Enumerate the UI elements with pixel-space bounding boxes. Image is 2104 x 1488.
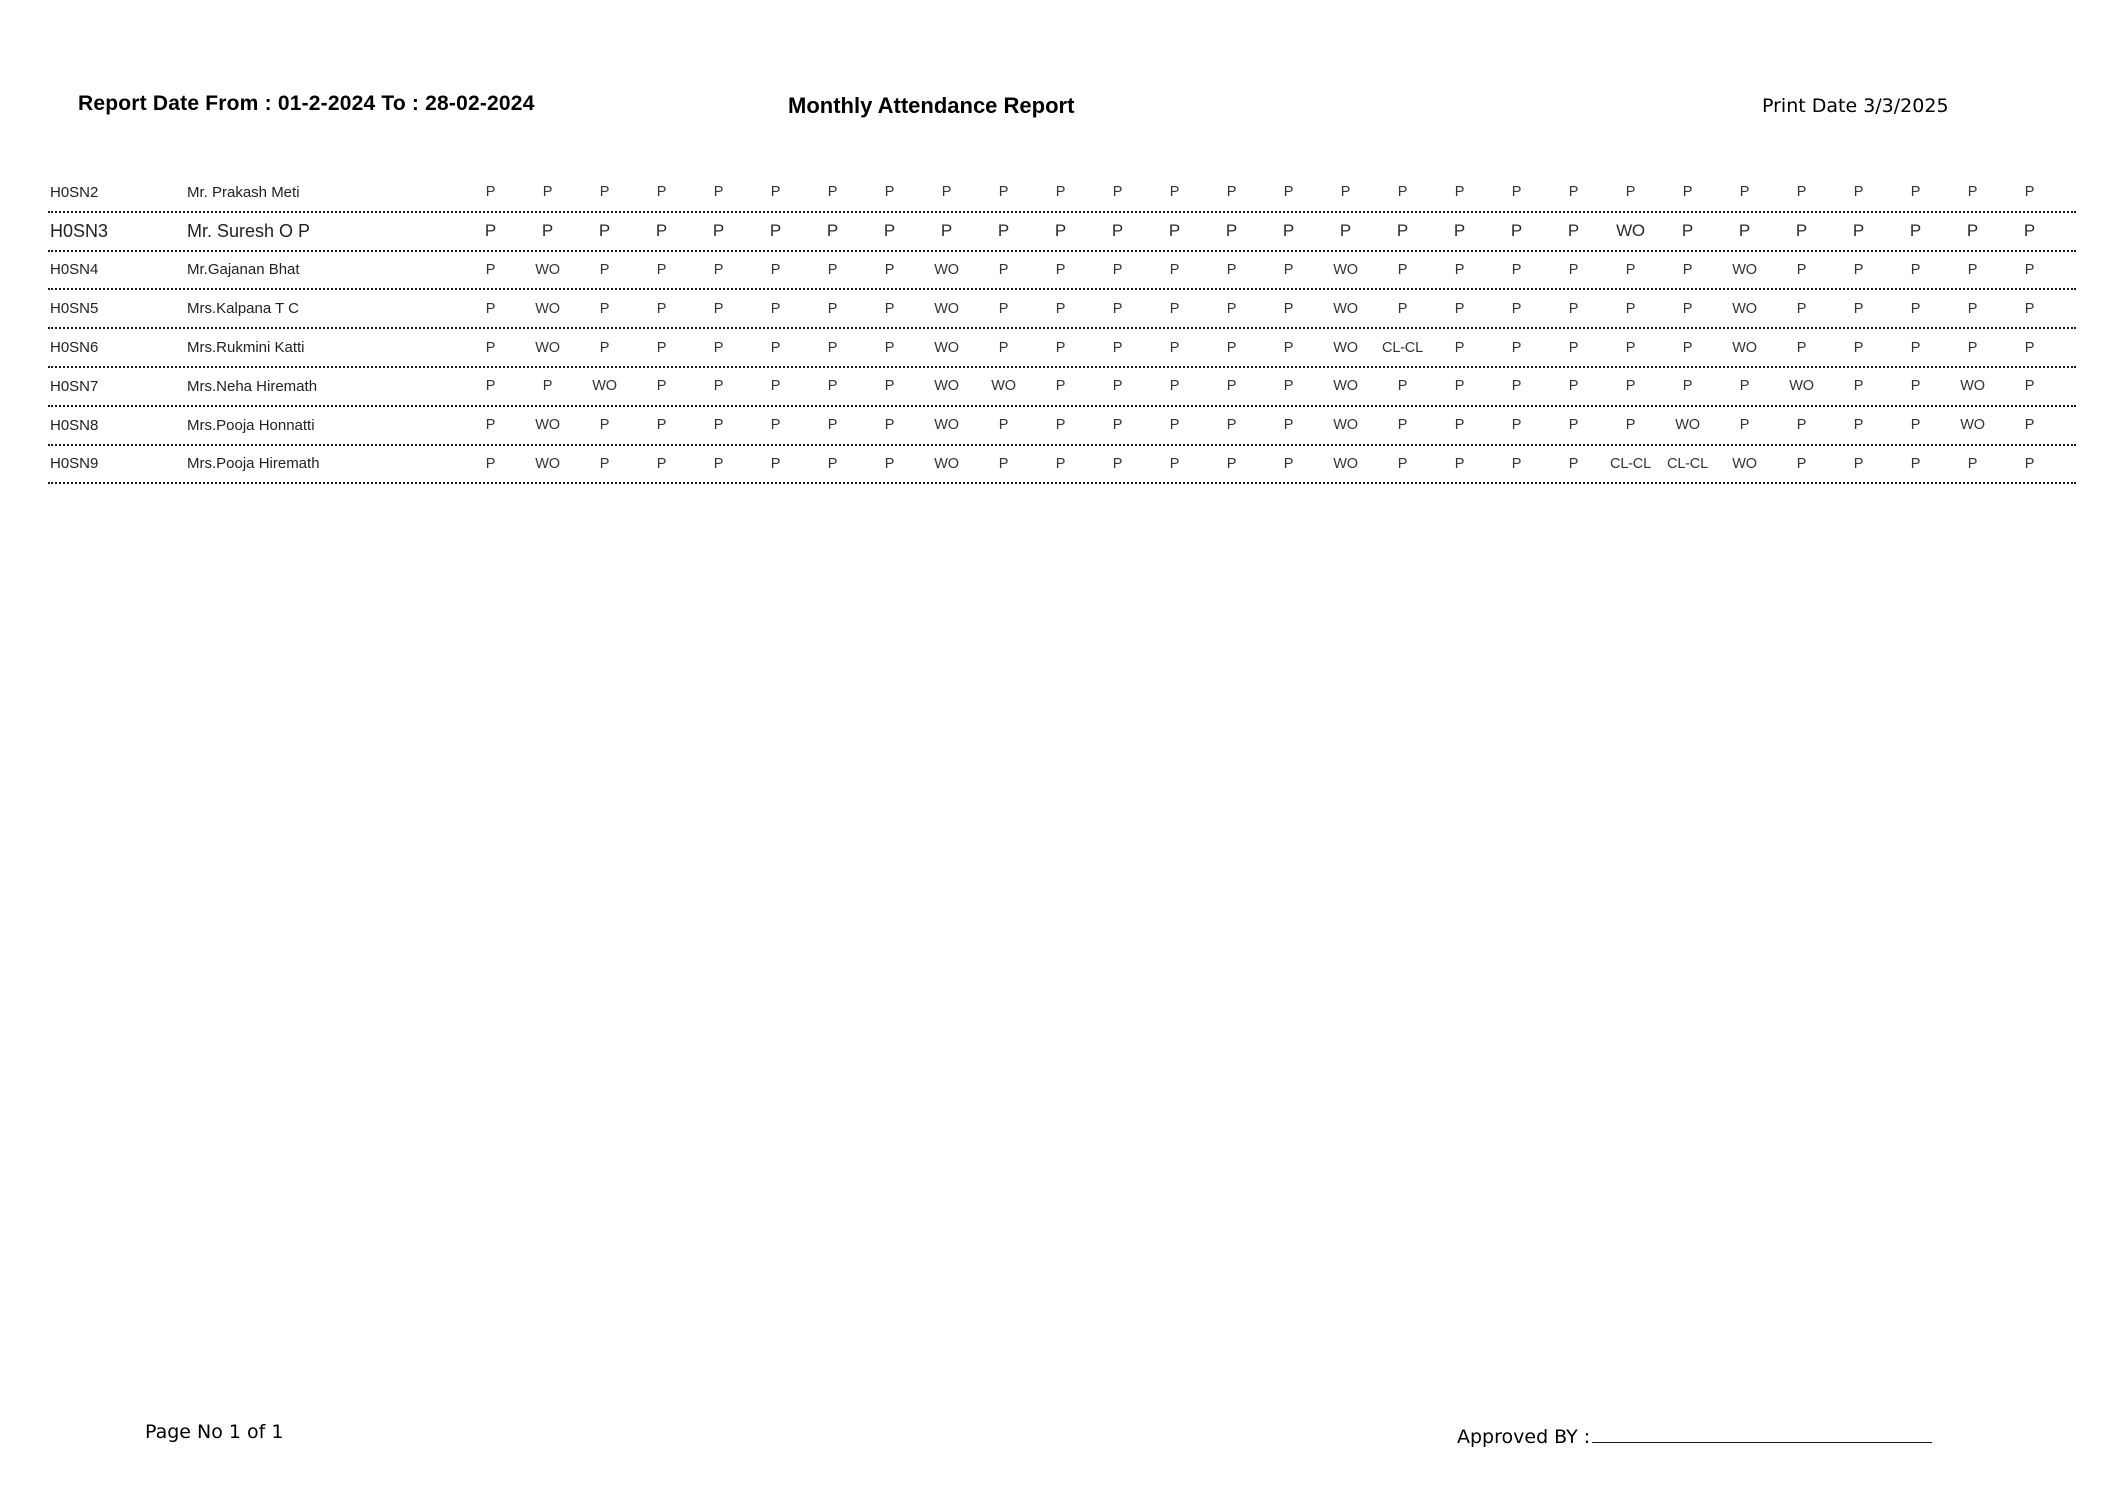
- attendance-mark: P: [1967, 300, 1978, 317]
- attendance-mark: P: [485, 378, 496, 395]
- attendance-mark: P: [1511, 184, 1522, 201]
- attendance-mark: P: [1055, 184, 1066, 201]
- attendance-mark: P: [599, 339, 610, 356]
- attendance-mark: P: [2024, 378, 2035, 395]
- attendance-mark: P: [2023, 221, 2036, 241]
- attendance-mark: P: [1226, 339, 1237, 356]
- attendance-mark: WO: [934, 378, 959, 395]
- attendance-mark: P: [1112, 184, 1123, 201]
- attendance-mark: WO: [592, 378, 617, 395]
- attendance-mark: P: [2024, 261, 2035, 278]
- approved-by-label: Approved BY :: [1457, 1425, 1591, 1448]
- employee-name: Mrs.Rukmini Katti: [187, 339, 305, 357]
- attendance-mark: P: [485, 300, 496, 317]
- attendance-mark: CL-CL: [1382, 339, 1423, 356]
- attendance-mark: P: [1112, 417, 1123, 434]
- attendance-mark: P: [1454, 339, 1465, 356]
- attendance-mark: P: [485, 184, 496, 201]
- employee-id: H0SN8: [50, 416, 99, 434]
- attendance-mark: P: [770, 339, 781, 356]
- table-row: [48, 252, 2076, 291]
- attendance-mark: P: [998, 300, 1009, 317]
- attendance-mark: P: [1454, 378, 1465, 395]
- attendance-mark: P: [1511, 455, 1522, 472]
- attendance-mark: WO: [535, 261, 560, 278]
- attendance-mark: P: [1853, 339, 1864, 356]
- attendance-mark: P: [598, 221, 611, 241]
- attendance-mark: P: [1796, 261, 1807, 278]
- attendance-mark: P: [1795, 221, 1808, 241]
- attendance-mark: P: [884, 339, 895, 356]
- attendance-mark: P: [1853, 184, 1864, 201]
- attendance-mark: P: [884, 300, 895, 317]
- attendance-mark: P: [998, 184, 1009, 201]
- attendance-mark: P: [997, 221, 1010, 241]
- attendance-mark: P: [485, 455, 496, 472]
- attendance-mark: P: [656, 300, 667, 317]
- attendance-mark: P: [1112, 261, 1123, 278]
- table-row: [48, 174, 2076, 213]
- attendance-mark: P: [1853, 417, 1864, 434]
- attendance-mark: WO: [934, 417, 959, 434]
- employee-id: H0SN5: [50, 300, 99, 318]
- attendance-mark: WO: [1333, 455, 1358, 472]
- attendance-mark: P: [1682, 300, 1693, 317]
- attendance-mark: WO: [1789, 378, 1814, 395]
- attendance-mark: WO: [535, 417, 560, 434]
- attendance-mark: P: [1568, 184, 1579, 201]
- attendance-table: [48, 174, 2076, 484]
- attendance-mark: WO: [934, 455, 959, 472]
- attendance-mark: P: [1112, 339, 1123, 356]
- attendance-mark: P: [713, 300, 724, 317]
- attendance-mark: WO: [1333, 339, 1358, 356]
- attendance-mark: P: [2024, 455, 2035, 472]
- attendance-mark: P: [1568, 300, 1579, 317]
- attendance-mark: WO: [1675, 417, 1700, 434]
- attendance-mark: P: [2024, 417, 2035, 434]
- employee-name: Mr. Prakash Meti: [187, 183, 300, 201]
- attendance-mark: P: [1283, 261, 1294, 278]
- attendance-mark: P: [1283, 300, 1294, 317]
- employee-id: H0SN6: [50, 339, 99, 357]
- attendance-mark: P: [1454, 455, 1465, 472]
- attendance-mark: P: [770, 261, 781, 278]
- attendance-mark: P: [1510, 221, 1523, 241]
- attendance-mark: P: [1568, 455, 1579, 472]
- attendance-mark: P: [1226, 455, 1237, 472]
- table-row: [48, 329, 2076, 368]
- attendance-mark: WO: [1732, 339, 1757, 356]
- attendance-mark: P: [1511, 378, 1522, 395]
- attendance-mark: P: [1397, 417, 1408, 434]
- attendance-mark: P: [1739, 417, 1750, 434]
- attendance-mark: P: [1966, 221, 1979, 241]
- attendance-mark: P: [713, 261, 724, 278]
- attendance-mark: P: [1283, 417, 1294, 434]
- attendance-mark: P: [1169, 455, 1180, 472]
- attendance-mark: WO: [1732, 261, 1757, 278]
- attendance-mark: P: [827, 455, 838, 472]
- attendance-mark: P: [1055, 417, 1066, 434]
- attendance-mark: P: [713, 184, 724, 201]
- attendance-mark: P: [1796, 417, 1807, 434]
- attendance-mark: P: [1169, 339, 1180, 356]
- attendance-mark: P: [485, 417, 496, 434]
- employee-id: H0SN2: [50, 183, 99, 201]
- attendance-mark: P: [827, 378, 838, 395]
- attendance-mark: P: [713, 417, 724, 434]
- attendance-mark: P: [2024, 300, 2035, 317]
- attendance-mark: P: [1169, 378, 1180, 395]
- attendance-mark: P: [1397, 300, 1408, 317]
- attendance-mark: P: [1625, 417, 1636, 434]
- table-row: [48, 290, 2076, 329]
- attendance-mark: P: [1910, 417, 1921, 434]
- attendance-mark: P: [827, 184, 838, 201]
- attendance-mark: P: [1225, 221, 1238, 241]
- attendance-mark: P: [770, 378, 781, 395]
- employee-name: Mrs.Neha Hiremath: [187, 377, 318, 395]
- attendance-mark: P: [1169, 300, 1180, 317]
- attendance-mark: WO: [934, 339, 959, 356]
- attendance-mark: P: [1454, 261, 1465, 278]
- attendance-mark: P: [1796, 300, 1807, 317]
- attendance-mark: P: [1568, 417, 1579, 434]
- attendance-mark: P: [1796, 455, 1807, 472]
- attendance-mark: WO: [1960, 417, 1985, 434]
- attendance-mark: WO: [991, 378, 1016, 395]
- attendance-mark: P: [1112, 378, 1123, 395]
- attendance-mark: P: [655, 221, 668, 241]
- attendance-mark: P: [883, 221, 896, 241]
- employee-name: Mrs.Kalpana T C: [187, 300, 299, 318]
- attendance-mark: P: [1910, 455, 1921, 472]
- attendance-mark: P: [1055, 339, 1066, 356]
- attendance-mark: P: [1682, 378, 1693, 395]
- attendance-mark: WO: [1616, 221, 1645, 241]
- attendance-mark: P: [1681, 221, 1694, 241]
- attendance-mark: P: [1397, 455, 1408, 472]
- table-row: [48, 213, 2076, 252]
- attendance-mark: P: [1967, 184, 1978, 201]
- attendance-mark: WO: [1732, 455, 1757, 472]
- attendance-mark: P: [1625, 378, 1636, 395]
- attendance-mark: P: [1853, 300, 1864, 317]
- attendance-mark: P: [1454, 417, 1465, 434]
- attendance-mark: P: [1454, 184, 1465, 201]
- attendance-mark: P: [542, 378, 553, 395]
- attendance-mark: P: [656, 378, 667, 395]
- attendance-mark: P: [1739, 184, 1750, 201]
- attendance-mark: P: [656, 339, 667, 356]
- attendance-mark: P: [1568, 339, 1579, 356]
- attendance-mark: P: [1568, 261, 1579, 278]
- attendance-mark: P: [1339, 221, 1352, 241]
- attendance-mark: WO: [1333, 417, 1358, 434]
- attendance-mark: P: [770, 184, 781, 201]
- attendance-mark: P: [1054, 221, 1067, 241]
- attendance-mark: P: [1910, 261, 1921, 278]
- attendance-mark: P: [770, 417, 781, 434]
- attendance-mark: P: [1910, 300, 1921, 317]
- employee-id: H0SN7: [50, 377, 99, 395]
- attendance-mark: P: [656, 417, 667, 434]
- attendance-mark: P: [770, 300, 781, 317]
- table-row: [48, 407, 2076, 446]
- table-row: [48, 368, 2076, 407]
- attendance-mark: P: [1739, 378, 1750, 395]
- attendance-mark: P: [656, 261, 667, 278]
- attendance-mark: WO: [934, 261, 959, 278]
- attendance-mark: P: [1568, 378, 1579, 395]
- attendance-mark: P: [1453, 221, 1466, 241]
- attendance-mark: P: [1625, 261, 1636, 278]
- attendance-mark: P: [1967, 261, 1978, 278]
- attendance-mark: P: [884, 378, 895, 395]
- attendance-mark: P: [998, 455, 1009, 472]
- attendance-mark: P: [1055, 378, 1066, 395]
- attendance-mark: P: [1909, 221, 1922, 241]
- employee-id: H0SN4: [50, 261, 99, 279]
- attendance-mark: P: [1226, 378, 1237, 395]
- attendance-mark: P: [1511, 339, 1522, 356]
- attendance-mark: P: [769, 221, 782, 241]
- attendance-mark: P: [770, 455, 781, 472]
- attendance-mark: P: [1169, 261, 1180, 278]
- attendance-mark: P: [1397, 378, 1408, 395]
- attendance-mark: WO: [1732, 300, 1757, 317]
- attendance-mark: P: [1283, 339, 1294, 356]
- attendance-mark: CL-CL: [1667, 455, 1708, 472]
- attendance-mark: P: [656, 455, 667, 472]
- attendance-mark: P: [599, 417, 610, 434]
- attendance-mark: P: [485, 339, 496, 356]
- attendance-mark: P: [1396, 221, 1409, 241]
- attendance-mark: P: [1283, 455, 1294, 472]
- attendance-mark: P: [998, 261, 1009, 278]
- print-date: Print Date 3/3/2025: [1762, 95, 1949, 117]
- attendance-mark: P: [1397, 184, 1408, 201]
- attendance-mark: P: [1055, 300, 1066, 317]
- attendance-mark: P: [1112, 455, 1123, 472]
- attendance-mark: P: [599, 184, 610, 201]
- employee-name: Mrs.Pooja Honnatti: [187, 416, 315, 434]
- attendance-mark: P: [1796, 339, 1807, 356]
- attendance-mark: P: [1340, 184, 1351, 201]
- attendance-mark: P: [1169, 184, 1180, 201]
- attendance-mark: WO: [535, 300, 560, 317]
- attendance-mark: P: [1511, 300, 1522, 317]
- attendance-mark: P: [1738, 221, 1751, 241]
- attendance-mark: P: [940, 221, 953, 241]
- attendance-mark: WO: [1333, 261, 1358, 278]
- attendance-mark: P: [1853, 378, 1864, 395]
- table-row: [48, 446, 2076, 485]
- attendance-mark: P: [1226, 261, 1237, 278]
- attendance-mark: P: [884, 184, 895, 201]
- attendance-mark: WO: [1333, 300, 1358, 317]
- attendance-mark: P: [2024, 184, 2035, 201]
- attendance-mark: P: [541, 221, 554, 241]
- attendance-mark: P: [1226, 300, 1237, 317]
- attendance-mark: P: [1796, 184, 1807, 201]
- attendance-mark: WO: [1333, 378, 1358, 395]
- attendance-mark: P: [998, 417, 1009, 434]
- attendance-mark: P: [542, 184, 553, 201]
- attendance-mark: WO: [535, 455, 560, 472]
- attendance-mark: P: [1397, 261, 1408, 278]
- attendance-mark: P: [599, 455, 610, 472]
- attendance-mark: P: [1910, 378, 1921, 395]
- signature-line: [1592, 1421, 1932, 1443]
- attendance-mark: P: [884, 417, 895, 434]
- attendance-mark: P: [1168, 221, 1181, 241]
- employee-name: Mr.Gajanan Bhat: [187, 261, 300, 279]
- attendance-mark: P: [1111, 221, 1124, 241]
- attendance-mark: P: [1853, 455, 1864, 472]
- attendance-mark: P: [1910, 184, 1921, 201]
- approval-section: [1457, 1421, 1932, 1448]
- attendance-mark: P: [1283, 378, 1294, 395]
- attendance-mark: P: [713, 455, 724, 472]
- attendance-mark: P: [1853, 261, 1864, 278]
- attendance-mark: P: [1625, 300, 1636, 317]
- attendance-mark: WO: [934, 300, 959, 317]
- attendance-mark: WO: [1960, 378, 1985, 395]
- page-title: Monthly Attendance Report: [788, 93, 1075, 118]
- attendance-mark: P: [1682, 339, 1693, 356]
- attendance-mark: P: [713, 378, 724, 395]
- attendance-mark: CL-CL: [1610, 455, 1651, 472]
- attendance-mark: P: [1567, 221, 1580, 241]
- attendance-mark: P: [1852, 221, 1865, 241]
- attendance-mark: P: [827, 339, 838, 356]
- attendance-mark: P: [827, 417, 838, 434]
- employee-id: H0SN3: [50, 220, 109, 241]
- attendance-mark: P: [884, 261, 895, 278]
- attendance-mark: P: [1454, 300, 1465, 317]
- employee-name: Mr. Suresh O P: [187, 220, 311, 241]
- employee-id: H0SN9: [50, 455, 99, 473]
- attendance-mark: P: [1511, 261, 1522, 278]
- attendance-mark: P: [1112, 300, 1123, 317]
- attendance-mark: P: [1055, 455, 1066, 472]
- attendance-mark: P: [827, 261, 838, 278]
- attendance-mark: P: [1169, 417, 1180, 434]
- attendance-mark: P: [599, 300, 610, 317]
- attendance-mark: P: [1682, 261, 1693, 278]
- attendance-mark: P: [1625, 184, 1636, 201]
- attendance-mark: P: [599, 261, 610, 278]
- page-number: Page No 1 of 1: [145, 1421, 284, 1443]
- attendance-mark: P: [827, 300, 838, 317]
- attendance-mark: P: [1910, 339, 1921, 356]
- attendance-mark: P: [485, 261, 496, 278]
- attendance-mark: P: [1226, 184, 1237, 201]
- attendance-mark: P: [1967, 455, 1978, 472]
- attendance-mark: P: [484, 221, 497, 241]
- employee-name: Mrs.Pooja Hiremath: [187, 455, 320, 473]
- attendance-mark: P: [1967, 339, 1978, 356]
- attendance-mark: P: [712, 221, 725, 241]
- attendance-mark: P: [1226, 417, 1237, 434]
- attendance-mark: P: [1682, 184, 1693, 201]
- attendance-mark: P: [1625, 339, 1636, 356]
- attendance-mark: P: [2024, 339, 2035, 356]
- attendance-mark: P: [713, 339, 724, 356]
- report-date-range: Report Date From : 01-2-2024 To : 28-02-2024: [78, 92, 535, 115]
- attendance-mark: WO: [535, 339, 560, 356]
- attendance-mark: P: [656, 184, 667, 201]
- attendance-mark: P: [1511, 417, 1522, 434]
- attendance-mark: P: [826, 221, 839, 241]
- attendance-mark: P: [998, 339, 1009, 356]
- attendance-mark: P: [1282, 221, 1295, 241]
- attendance-mark: P: [884, 455, 895, 472]
- attendance-mark: P: [1055, 261, 1066, 278]
- attendance-mark: P: [1283, 184, 1294, 201]
- attendance-mark: P: [941, 184, 952, 201]
